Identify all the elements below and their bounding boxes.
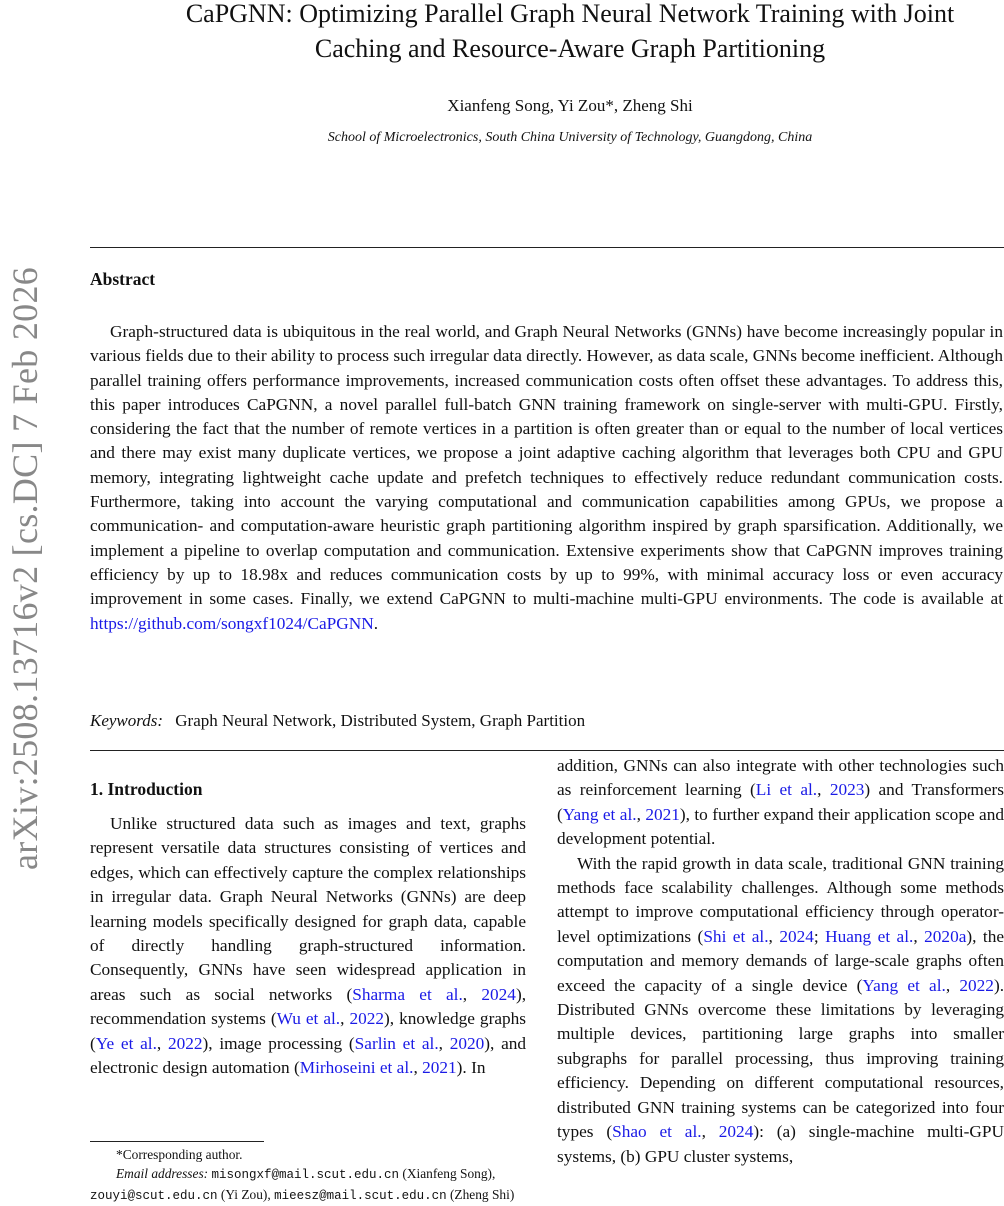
citation-link[interactable]: Shi et al. — [703, 926, 769, 946]
abstract-heading: Abstract — [90, 269, 156, 289]
left-column — [90, 812, 526, 1080]
citation-link[interactable]: Li et al. — [755, 780, 818, 800]
email-1[interactable]: misongxf@mail.scut.edu.cn — [211, 1168, 400, 1182]
text-span: , — [413, 1058, 423, 1078]
citation-link[interactable]: 2021 — [645, 804, 680, 824]
citation-link[interactable]: Huang et al. — [825, 926, 914, 946]
citation-link[interactable]: Sharma et al. — [352, 984, 463, 1004]
citation-link[interactable]: 2023 — [829, 780, 865, 800]
email-1-owner: (Xianfeng Song), — [399, 1166, 496, 1181]
email-3-owner: (Zheng Shi) — [446, 1187, 515, 1202]
title-line-1: CaPGNN: Optimizing Parallel Graph Neural Network Training with Joint — [185, 0, 955, 28]
citation-link[interactable]: 2020a — [924, 926, 967, 946]
corresponding-author-note: *Corresponding author. — [116, 1147, 243, 1162]
text-span: addition, GNNs can also integrate with other technologies such as reinforcement learning ( — [557, 756, 1004, 800]
email-3[interactable]: mieesz@mail.scut.edu.cn — [274, 1189, 447, 1203]
citation-link[interactable]: Sarlin et al. — [354, 1033, 439, 1053]
text-span: ). Distributed GNNs overcome these limitations by leveraging multiple devices, partitioning large graphs into smaller subgraphs for parallel processing, thus improving training efficiency. Depending on different computational resources, distributed GNN training systems can be categorized into four types ( — [557, 975, 1004, 1142]
text-span: , — [768, 926, 780, 946]
citation-link[interactable]: Mirhoseini et al. — [299, 1058, 414, 1078]
text-span: ), the computation and memory demands of large-scale graphs often exceed the capacity of a single device ( — [557, 926, 1004, 995]
citation-link[interactable]: Yang et al. — [562, 804, 637, 824]
text-span: , — [913, 926, 925, 946]
text-span: Unlike structured data such as images and text, graphs represent versatile data structures consisting of vertices and edges, which can effectively capture the complex relationships in irregular data. Graph Neural Networks (GNNs) are deep learning models specifically designed for graph data, capable of directly handling graph-structured information. Consequently, GNNs have seen widespread application in areas such as social networks ( — [90, 814, 526, 1004]
text-span: ), recommendation systems ( — [90, 984, 527, 1029]
top-divider — [90, 247, 1004, 248]
text-span: , — [817, 780, 830, 800]
paragraph — [557, 852, 1004, 1169]
arxiv-identifier-stamp: arXiv:2508.13716v2 [cs.DC] 7 Feb 2026 — [5, 266, 45, 870]
email-2-owner: (Yi Zou), — [217, 1187, 275, 1202]
email-label: Email addresses: — [116, 1166, 209, 1181]
citation-link[interactable]: 2022 — [167, 1033, 203, 1053]
citation-link[interactable]: 2020 — [449, 1033, 485, 1053]
keywords-label: Keywords: — [90, 711, 164, 730]
citation-link[interactable]: Wu et al. — [276, 1009, 341, 1029]
text-span: With the rapid growth in data scale, traditional GNN training methods face scalability challenges. Although some methods attempt to improve computational efficiency through operator-level optimizations ( — [557, 853, 1004, 946]
text-span: ) and Transformers ( — [557, 780, 1004, 824]
citation-link[interactable]: 2024 — [779, 926, 814, 946]
keywords — [90, 711, 585, 731]
text-span: ): (a) single-machine multi-GPU systems, (b) GPU cluster systems, — [557, 1122, 1004, 1166]
citation-link[interactable]: 2022 — [349, 1009, 385, 1029]
text-span: ), to further expand their application scope and development potential. — [557, 804, 1004, 849]
keywords-text: Graph Neural Network, Distributed System, Graph Partition — [175, 711, 586, 730]
citation-link[interactable]: 2024 — [481, 984, 516, 1004]
text-span: ). In — [456, 1058, 486, 1078]
paragraph — [557, 754, 1004, 852]
text-span: ), knowledge graphs ( — [90, 1009, 526, 1053]
abstract-divider — [90, 750, 1004, 751]
text-span: , — [438, 1033, 450, 1053]
text-span: , — [945, 975, 960, 995]
paper-title — [90, 0, 1004, 66]
abstract-body — [90, 320, 1003, 636]
authors: Xianfeng Song, Yi Zou*, Zheng Shi — [447, 96, 693, 115]
citation-link[interactable]: Shao et al. — [612, 1122, 702, 1142]
section-heading: 1. Introduction — [90, 779, 203, 799]
affiliation: School of Microelectronics, South China University of Technology, Guangdong, China — [327, 130, 813, 145]
right-column — [557, 754, 1004, 1169]
citation-link[interactable]: Yang et al. — [862, 975, 946, 995]
text-span: , — [462, 984, 482, 1004]
email-2[interactable]: zouyi@scut.edu.cn — [90, 1189, 218, 1203]
paragraph — [90, 812, 526, 1080]
text-span: ), and electronic design automation ( — [90, 1033, 527, 1078]
text-span: . — [373, 613, 379, 633]
text-span: Graph-structured data is ubiquitous in the real world, and Graph Neural Networks (GNNs) have become increasingly popular in various fields due to their ability to process such irregular data directly. However, as data scale, GNNs become inefficient. Although parallel training offers performance improvements, increased communication costs often offset these advantages. To address this, this paper introduces CaPGNN, a novel parallel full-batch GNN training framework on single-server with multi-GPU. Firstly, considering the fact that the number of remote vertices in a partition is often greater than or equal to the number of local vertices and there may exist many duplicate vertices, we propose a joint adaptive caching algorithm that leverages both CPU and GPU memory, integrating lightweight cache update and prefetch techniques to effectively reduce redundant communication costs. Furthermore, taking into account the varying computational and communication capabilities among GPUs, we propose a communication- and computation-aware heuristic graph partitioning algorithm inspired by graph sparsification. Additionally, we implement a pipeline to overlap computation and communication. Extensive experiments show that CaPGNN improves training efficiency by up to 18.98x and reduces communication costs by up to 99%, with minimal accuracy loss or even accuracy improvement in some cases. Finally, we extend CaPGNN to multi-machine multi-GPU environments. The code is available at — [90, 322, 1004, 609]
text-span: ), image processing ( — [202, 1033, 355, 1053]
text-span: , — [636, 804, 646, 824]
footnote — [90, 1145, 526, 1206]
text-span: ; — [813, 926, 826, 946]
citation-link[interactable]: 2021 — [422, 1058, 457, 1078]
citation-link[interactable]: 2024 — [718, 1122, 754, 1142]
text-span: , — [701, 1122, 719, 1142]
title-line-2: Caching and Resource-Aware Graph Partitioning — [314, 34, 826, 63]
citation-link[interactable]: 2022 — [959, 975, 994, 995]
text-span: , — [340, 1009, 350, 1029]
footnote-divider — [90, 1141, 264, 1142]
citation-link[interactable]: https://github.com/songxf1024/CaPGNN — [90, 613, 374, 633]
text-span: , — [156, 1033, 168, 1053]
citation-link[interactable]: Ye et al. — [95, 1033, 157, 1053]
